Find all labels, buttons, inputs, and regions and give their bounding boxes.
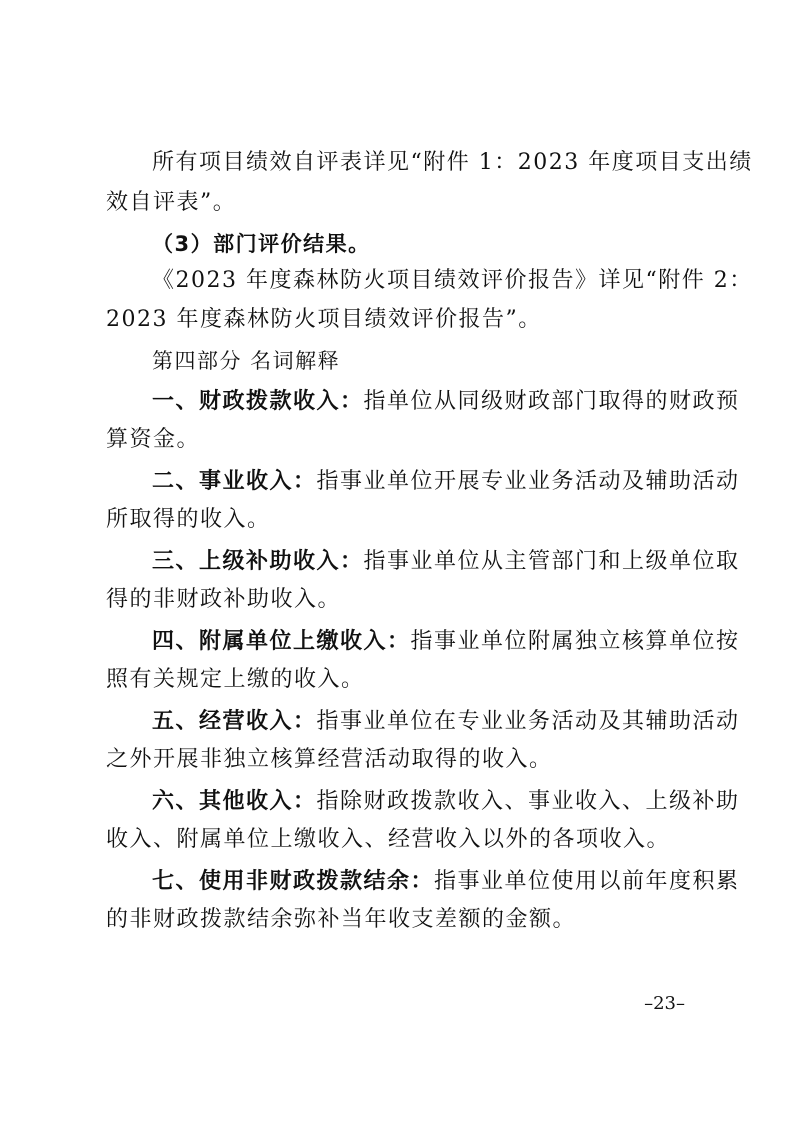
- section-subheading: （3）部门评价结果。: [152, 232, 371, 256]
- term-continuation: 的非财政拨款结余弥补当年收支差额的金额。: [106, 907, 577, 932]
- term-definition: [152, 706, 752, 737]
- term-label: 六、其他收入：: [152, 788, 317, 814]
- page-number: –23–: [644, 993, 685, 1014]
- term-continuation: 照有关规定上缴的收入。: [106, 667, 365, 692]
- section-title: 第四部分 名词解释: [152, 349, 341, 373]
- term-text: 指单位从同级财政部门取得的财政预: [363, 389, 740, 414]
- term-text: 指事业单位附属独立核算单位按: [410, 629, 740, 654]
- term-definition: [152, 786, 752, 817]
- term-definition: [152, 386, 752, 417]
- term-text: 指除财政拨款收入、事业收入、上级补助: [316, 789, 740, 814]
- term-definition: [152, 866, 752, 897]
- term-text: 指事业单位开展专业业务活动及辅助活动: [316, 469, 740, 494]
- term-label: 一、财政拨款收入：: [152, 388, 364, 414]
- term-label: 七、使用非财政拨款结余：: [152, 868, 435, 894]
- term-label: 二、事业收入：: [152, 468, 317, 494]
- term-continuation: 算资金。: [106, 427, 201, 452]
- term-text: 指事业单位使用以前年度积累: [434, 869, 740, 894]
- term-continuation: 所取得的收入。: [106, 507, 271, 532]
- term-text: 指事业单位从主管部门和上级单位取: [363, 549, 740, 574]
- paragraph-line: 《2023 年度森林防火项目绩效评价报告》详见“附件 2：: [152, 268, 753, 293]
- term-continuation: 收入、附属单位上缴收入、经营收入以外的各项收入。: [106, 827, 671, 852]
- term-continuation: 得的非财政补助收入。: [106, 587, 342, 612]
- term-continuation: 之外开展非独立核算经营活动取得的收入。: [106, 747, 553, 772]
- paragraph-line: 2023 年度森林防火项目绩效评价报告”。: [106, 307, 542, 332]
- term-label: 四、附属单位上缴收入：: [152, 628, 411, 654]
- term-label: 三、上级补助收入：: [152, 548, 364, 574]
- paragraph-line: 所有项目绩效自评表详见“附件 1：2023 年度项目支出绩: [152, 150, 753, 175]
- term-text: 指事业单位在专业业务活动及其辅助活动: [316, 709, 740, 734]
- term-definition: [152, 626, 752, 657]
- term-definition: [152, 466, 752, 497]
- term-definition: [152, 546, 752, 577]
- term-label: 五、经营收入：: [152, 708, 317, 734]
- paragraph-line: 效自评表”。: [106, 190, 237, 215]
